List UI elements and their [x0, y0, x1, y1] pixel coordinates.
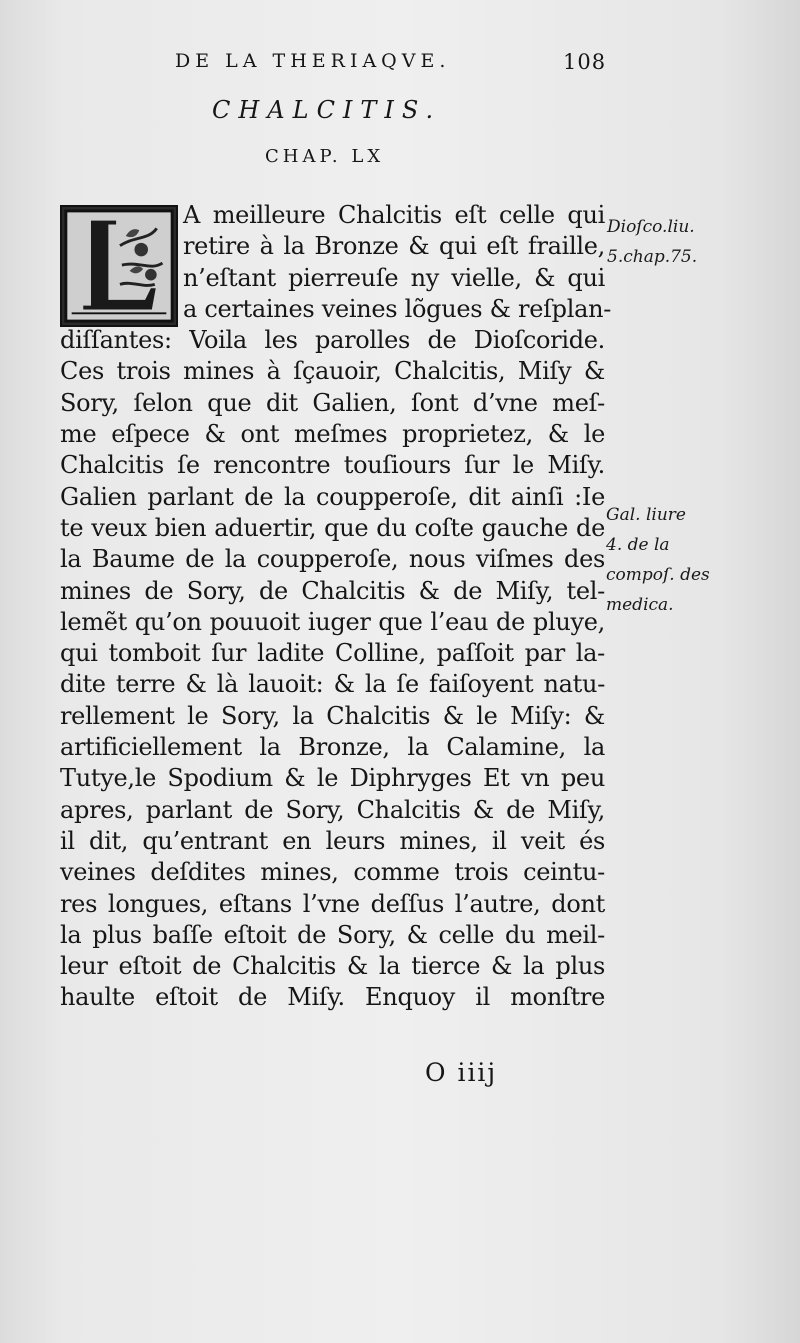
text-line: n’eſtant pierreuſe ny vielle, & qui: [183, 263, 605, 292]
page-number: 108: [563, 50, 607, 74]
text-line: la plus baſſe eſtoit de Sory, & celle du meil-: [60, 920, 605, 949]
text-line: la Baume de la coupperoſe, nous viſmes des: [60, 545, 605, 574]
marginal-note-line: Dioſco.liu.: [607, 217, 695, 237]
text-line: res longues, eſtans l’vne deſſus l’autre, dont: [60, 889, 605, 918]
marginal-note-dioscorides: [607, 212, 697, 272]
section-title: CHALCITIS.: [212, 96, 442, 124]
marginal-note-line: medica.: [606, 595, 674, 615]
text-line: me eſpece & ont meſmes proprietez, & le: [60, 420, 605, 449]
text-line: dite terre & là lauoit: & la ſe faiſoyent natu-: [60, 670, 605, 699]
text-line: A meilleure Chalcitis eſt celle qui: [183, 201, 605, 229]
text-line: Chalcitis ſe rencontre touſiours ſur le Miſy.: [60, 451, 605, 480]
marginal-note-line: 5.chap.75.: [607, 247, 698, 267]
running-head: DE LA THERIAQVE.: [175, 50, 451, 72]
text-line: Ces trois mines à ſçauoir, Chalcitis, Miſy &: [60, 357, 605, 386]
text-line: Sory, ſelon que dit Galien, ſont d’vne meſ-: [60, 388, 605, 417]
text-line: Tutye,le Spodium & le Diphryges Et vn peu: [60, 764, 605, 793]
text-line: il dit, qu’entrant en leurs mines, il veit és: [60, 826, 605, 855]
text-line: leur eſtoit de Chalcitis & la tierce & la plus: [60, 952, 605, 981]
text-line: rellement le Sory, la Chalcitis & le Miſy: &: [60, 701, 605, 730]
signature-mark: O iiij: [425, 1058, 498, 1087]
chapter-heading: CHAP. LX: [265, 146, 385, 167]
marginal-note-line: Gal. liure: [606, 505, 686, 525]
text-line: veines deſdites mines, comme trois ceintu-: [60, 858, 605, 887]
body-text: [60, 200, 612, 1014]
text-line: Galien parlant de la coupperoſe, dit ainſi :Ie: [60, 482, 605, 511]
marginal-note-galen: [606, 500, 710, 620]
text-line: retire à la Bronze & qui eſt fraille,: [183, 232, 605, 261]
marginal-note-line: 4. de la: [606, 535, 670, 555]
text-line: diſſantes: Voila les parolles de Dioſcoride.: [60, 326, 605, 355]
text-line: qui tomboit ſur ladite Colline, paſſoit par la-: [60, 639, 605, 668]
text-line: mines de Sory, de Chalcitis & de Miſy, tel-: [60, 576, 605, 605]
text-line: haulte eſtoit de Miſy. Enquoy il monſtre: [60, 983, 605, 1012]
text-line: te veux bien aduertir, que du coſte gauche de: [60, 513, 605, 542]
text-line: lemẽt qu’on pouuoit iuger que l’eau de pluye,: [60, 607, 605, 636]
text-line: artificiellement la Bronze, la Calamine, la: [60, 733, 605, 762]
marginal-note-line: compoſ. des: [606, 565, 710, 585]
text-line: apres, parlant de Sory, Chalcitis & de Miſy,: [60, 795, 605, 824]
text-line: a certaines veines lõgues & reſplan-: [183, 294, 612, 323]
